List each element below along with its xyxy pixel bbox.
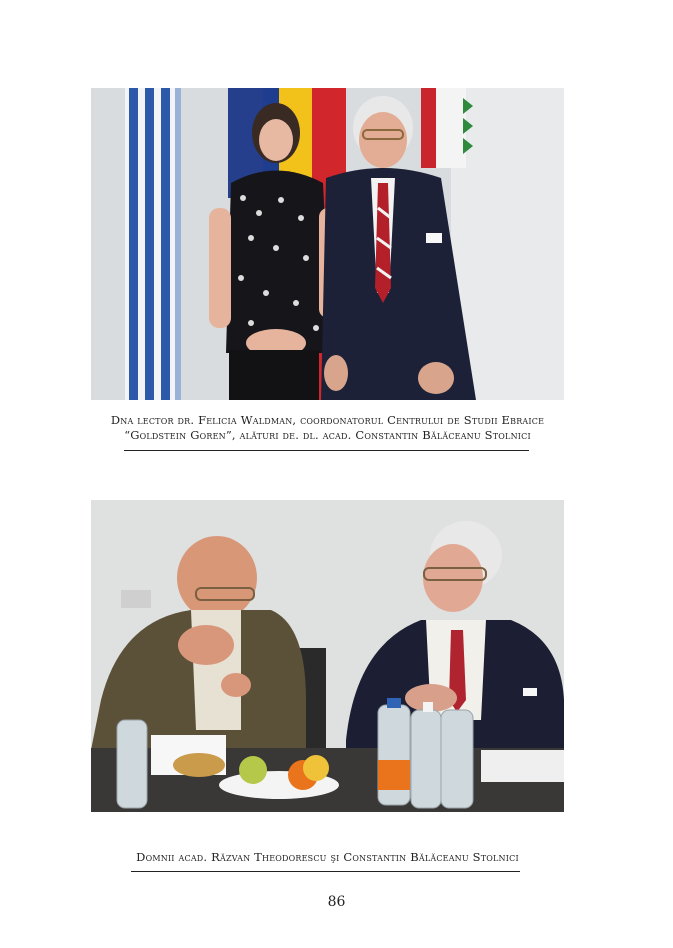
caption-rule-2 bbox=[131, 871, 520, 872]
caption-rule-1 bbox=[124, 450, 529, 451]
photo-conference-table bbox=[91, 500, 564, 812]
caption-photo-1 bbox=[91, 413, 564, 443]
caption-photo-1-line-1: Dna lector dr. Felicia Waldman, coordonatorul Centrului de Studii Ebraice bbox=[110, 413, 545, 427]
caption-photo-1-line-2: “Goldstein Goren”, alături de. dl. acad. Constantin Bălăceanu Stolnici bbox=[124, 428, 531, 442]
caption-photo-2: Domnii acad. Răzvan Theodorescu şi Constantin Bălăceanu Stolnici bbox=[136, 850, 519, 864]
photo-flags bbox=[91, 88, 564, 400]
page-number: 86 bbox=[327, 894, 346, 910]
flag-greece bbox=[125, 88, 181, 400]
